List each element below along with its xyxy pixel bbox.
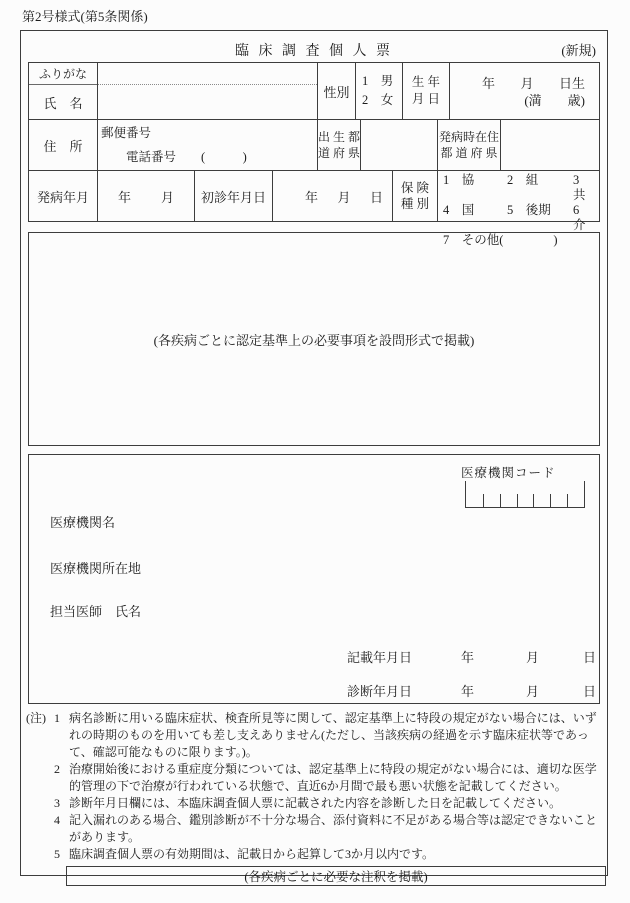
onset-insurance-row — [29, 170, 599, 247]
insurance-options-cell — [437, 171, 599, 247]
note-number: 5 — [54, 847, 60, 861]
code-digit-cell — [533, 481, 550, 507]
criteria-placeholder-text: (各疾病ごとに認定基準上の必要事項を設問形式で掲載) — [153, 332, 475, 348]
medical-institution-box — [28, 454, 600, 704]
institution-name-label: 医療機関名 — [50, 515, 116, 530]
sex-option-male: 1 男 — [362, 74, 394, 88]
first-visit-month-unit: 月 — [337, 189, 351, 205]
note-number: 4 — [54, 813, 60, 827]
institution-code-grid — [465, 481, 585, 508]
birthdate-input-area — [449, 63, 599, 119]
onset-prefecture-label-line2: 都 道 府 県 — [440, 146, 498, 160]
insurance-type-label-cell — [392, 171, 437, 221]
code-digit-cell — [483, 481, 500, 507]
note-number: 1 — [54, 711, 60, 725]
birthdate-label-cell — [402, 63, 449, 119]
age-label: (満 歳) — [524, 92, 585, 108]
sex-label: 性別 — [317, 63, 355, 119]
onset-prefecture-label-line1: 発病時在住 — [438, 130, 499, 144]
note-number: 3 — [54, 796, 60, 810]
written-date-label: 記載年月日 — [347, 650, 413, 665]
code-digit-cell — [517, 481, 534, 507]
code-digit-cell — [567, 481, 584, 507]
onset-prefecture-label-cell — [437, 120, 500, 170]
code-digit-cell — [500, 481, 517, 507]
birth-prefecture-label-line2: 道 府 県 — [318, 146, 361, 160]
doctor-name-label: 担当医師 氏名 — [50, 604, 142, 619]
code-digit-cell — [550, 481, 567, 507]
insurance-option-6: 6 介 — [573, 203, 592, 232]
name-label-cell — [29, 63, 97, 119]
note-item-1 — [54, 710, 605, 761]
note-text: 診断年月日欄には、本臨床調査個人票に記載された内容を診断した日を記載してください。 — [69, 796, 562, 810]
furigana-input-area — [98, 63, 317, 85]
name-label: 氏 名 — [43, 95, 83, 111]
onset-date-input-area — [97, 171, 194, 221]
first-visit-label: 初診年月日 — [194, 171, 272, 221]
insurance-label-line2: 種 別 — [400, 197, 430, 211]
sex-options-cell — [355, 63, 402, 119]
birth-prefecture-input-area — [360, 120, 437, 170]
birth-year-unit: 年 — [482, 75, 496, 91]
name-row — [29, 63, 599, 119]
institution-address-label: 医療機関所在地 — [50, 561, 142, 576]
note-text: 治療開始後における重症度分類については、認定基準上に特段の規定がない場合には、適切な医学的管理の下で治療が行われている状態で、直近6か月間で最も悪い状態を記載してください。 — [69, 762, 597, 793]
annotation-placeholder-text: (各疾病ごとに必要な注釈を掲載) — [244, 870, 428, 884]
birth-month-unit: 月 — [520, 75, 534, 91]
birth-prefecture-label-line1: 出 生 都 — [318, 130, 361, 144]
note-item-2 — [54, 761, 605, 795]
insurance-option-2: 2 組 — [507, 173, 539, 187]
sex-option-female: 2 女 — [362, 93, 394, 107]
diagnosis-date-label: 診断年月日 — [347, 684, 413, 699]
birthdate-label-line1: 生 年 — [411, 75, 441, 89]
note-text: 病名診断に用いる臨床症状、検査所見等に関して、認定基準上に特段の規定がない場合には、いずれの時期のものを用いても差し支えありません(ただし、当該疾病の経過を示す臨床症状等であって、確認可能なものに限ります。)。 — [69, 711, 597, 759]
onset-month-unit: 月 — [160, 189, 174, 205]
insurance-option-1: 1 協 — [443, 173, 475, 187]
address-row — [29, 119, 599, 170]
onset-prefecture-input-area — [500, 120, 599, 170]
diagnosis-date-row — [29, 681, 599, 699]
phone-label: 電話番号 ( ) — [126, 150, 247, 164]
note-item-5 — [54, 846, 605, 863]
written-date-row — [29, 647, 599, 665]
address-input-area — [97, 120, 317, 170]
notes-heading: (注) — [26, 711, 46, 725]
insurance-option-5: 5 後期 — [507, 203, 551, 217]
title-row — [21, 31, 607, 62]
institution-code-label: 医療機関コード — [461, 466, 556, 480]
note-item-3 — [54, 795, 605, 812]
status-new-label: (新規) — [561, 43, 596, 58]
diagnosis-month-unit: 月 — [526, 684, 540, 699]
first-visit-year-unit: 年 — [305, 189, 319, 205]
birthdate-label-line2: 月 日 — [411, 92, 441, 106]
onset-year-unit: 年 — [118, 189, 132, 205]
first-visit-day-unit: 日 — [369, 189, 383, 205]
first-visit-input-area — [272, 171, 392, 221]
note-item-4 — [54, 812, 605, 846]
insurance-option-other: 7 その他( ) — [443, 233, 558, 247]
birth-day-unit: 日生 — [558, 75, 585, 91]
disease-annotation-box — [66, 866, 606, 886]
insurance-label-line1: 保 険 — [400, 181, 430, 195]
patient-info-table — [28, 62, 600, 247]
written-month-unit: 月 — [526, 650, 540, 665]
furigana-label: ふりがな — [29, 63, 97, 85]
form-sheet — [20, 30, 608, 884]
notes-section — [26, 710, 605, 863]
written-year-unit: 年 — [461, 650, 475, 665]
note-text: 記入漏れのある場合、鑑別診断が不十分な場合、添付資料に不足がある場合等は認定できないことがあります。 — [69, 813, 598, 844]
onset-date-label: 発病年月 — [36, 189, 89, 205]
criteria-questions-box — [28, 232, 600, 446]
form-code: 第2号様式(第5条関係) — [22, 9, 148, 24]
diagnosis-year-unit: 年 — [461, 684, 475, 699]
insurance-option-3: 3 共 — [573, 173, 592, 202]
diagnosis-day-unit: 日 — [583, 684, 597, 699]
code-digit-cell — [466, 481, 483, 507]
note-number: 2 — [54, 762, 60, 776]
name-input-area — [97, 63, 317, 119]
address-label: 住 所 — [43, 138, 83, 154]
written-day-unit: 日 — [583, 650, 597, 665]
insurance-option-4: 4 国 — [443, 203, 475, 217]
page-title: 臨 床 調 査 個 人 票 — [235, 44, 393, 59]
note-text: 臨床調査個人票の有効期間は、記載日から起算して3か月以内です。 — [69, 847, 435, 861]
postal-code-label: 郵便番号 — [101, 126, 152, 140]
birth-prefecture-label-cell — [317, 120, 360, 170]
